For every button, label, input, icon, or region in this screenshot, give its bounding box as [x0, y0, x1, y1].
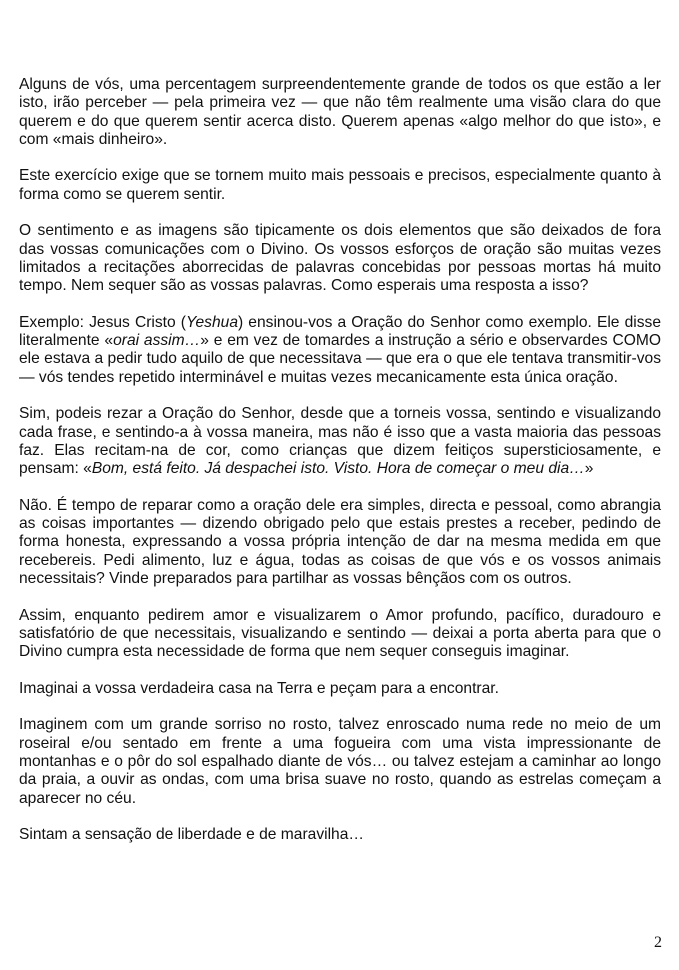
- paragraph: [19, 497, 661, 588]
- paragraph: [19, 222, 661, 295]
- text-run: Sintam a sensação de liberdade e de maravilha…: [19, 826, 364, 844]
- page-number: 2: [654, 934, 662, 951]
- paragraph: [19, 76, 661, 149]
- text-run: Imaginem com um grande sorriso no rosto, talvez enroscado numa rede no meio de um roseiral e/ou sentado em frente a uma fogueira com uma vista impressionante de montanhas e o pôr do sol espalhado diante de vós… ou talvez estejam a caminhar ao longo da praia, a ouvir as ondas, com uma brisa suave no rosto, quando as estrelas começam a aparecer no céu.: [19, 716, 661, 807]
- paragraph: [19, 680, 661, 698]
- paragraph: [19, 716, 661, 807]
- text-run: O sentimento e as imagens são tipicamente os dois elementos que são deixados de fora das vossas comunicações com o Divino. Os vossos esforços de oração são muitas vezes limitados a recitações aborrecidas de palavras concebidas por pessoas mortas há muito tempo. Nem sequer são as vossas palavras. Como esperais uma resposta a isso?: [19, 222, 661, 295]
- text-run: Não. É tempo de reparar como a oração dele era simples, directa e pessoal, como abrangia as coisas importantes — dizendo obrigado pelo que estais prestes a receber, pedindo de forma honesta, expressando a vossa própria intenção de dar na mesma medida em que recebereis. Pedi alimento, luz e água, todas as coisas de que vós e os vossos animais necessitais? Vinde preparados para partilhar as vossas bênçãos com os outros.: [19, 496, 661, 588]
- paragraph: [19, 167, 661, 204]
- text-run: Alguns de vós, uma percentagem surpreendentemente grande de todos os que estão a ler isto, irão perceber — pela primeira vez — que não têm realmente uma visão clara do que querem e do que querem sentir acerca disto. Querem apenas «algo melhor do que isto», e com «mais dinheiro».: [19, 76, 661, 148]
- text-run: » e em vez de tomardes a instrução a sério e observardes COMO ele estava a pedir tudo aquilo de que necessitava — que era o que ele tentava transmitir-vos — vós tendes repetido interminável e muitas vezes mecanicamente esta única oração.: [19, 332, 662, 386]
- text-run: ) ensinou-vos a Oração do Senhor como exemplo. Ele disse literalmente «: [19, 313, 661, 350]
- text-run: Este exercício exige que se tornem muito mais pessoais e precisos, especialmente quanto à forma como se querem sentir.: [19, 167, 661, 203]
- page-body: [19, 76, 661, 863]
- paragraph: [19, 607, 661, 662]
- italic-text-run: Bom, está feito. Já despachei isto. Visto. Hora de começar o meu dia…: [91, 460, 585, 478]
- paragraph: [19, 826, 661, 844]
- paragraph: [19, 405, 661, 478]
- italic-text-run: orai assim…: [113, 332, 201, 350]
- text-run: »: [584, 460, 594, 478]
- text-run: Assim, enquanto pedirem amor e visualizarem o Amor profundo, pacífico, duradouro e satisfatório de que necessitais, visualizando e sentindo — deixai a porta aberta para que o Divino cumpra esta necessidade de forma que nem sequer conseguis imaginar.: [19, 606, 661, 661]
- text-run: Sim, podeis rezar a Oração do Senhor, desde que a torneis vossa, sentindo e visualizando cada frase, e sentindo-a à vossa maneira, mas não é isso que a vasta maioria das pessoas faz. Elas recitam-na de cor, como crianças que dizem feitiços supersticiosamente, e pensam: «: [19, 405, 661, 478]
- text-run: Exemplo: Jesus Cristo (: [19, 313, 186, 331]
- text-run: Imaginai a vossa verdadeira casa na Terra e peçam para a encontrar.: [19, 679, 499, 697]
- italic-text-run: Yeshua: [185, 313, 238, 331]
- paragraph: [19, 314, 661, 387]
